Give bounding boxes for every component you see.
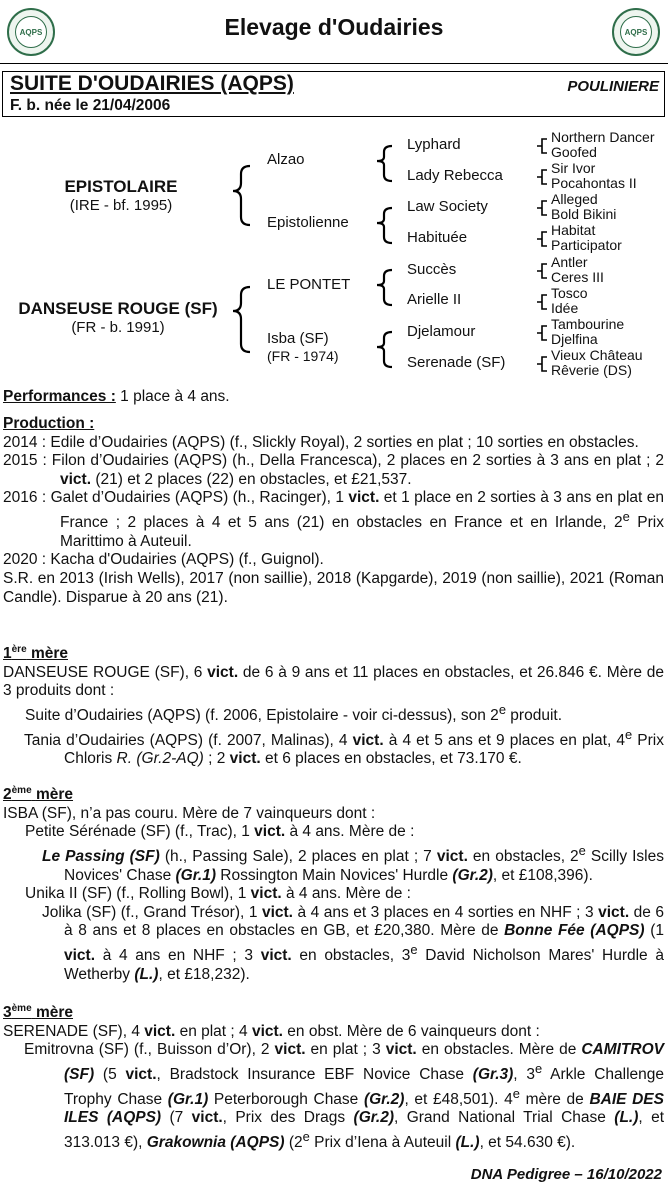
g2-ancestor: LE PONTET [267, 276, 351, 293]
g4-ancestor: Antler [551, 254, 588, 270]
second-dam-produce: Unika II (SF) (f., Rolling Bowl), 1 vict. à 4 ans. Mère de : [25, 885, 411, 903]
g4-ancestor: Rêverie (DS) [551, 362, 632, 378]
g4-ancestor: Djelfina [551, 331, 598, 347]
g4-ancestor: Habitat [551, 222, 596, 238]
second-dam-section [3, 782, 664, 984]
second-dam-line: ISBA (SF), n’a pas couru. Mère de 7 vainqueurs dont : [3, 804, 376, 822]
production-sr: S.R. en 2013 (Irish Wells), 2017 (non saillie), 2018 (Kapgarde), 2019 (non saillie), 2021 (Roman Candle). Disparue à 20 ans (21). [3, 569, 664, 606]
g4-ancestor: Sir Ivor [551, 160, 596, 176]
performances-label: Performances : [3, 388, 116, 405]
sire-name: EPISTOLAIRE [64, 177, 178, 196]
production-label: Production : [3, 415, 95, 432]
mare-birth: F. b. née le 21/04/2006 [10, 97, 171, 114]
g4-ancestor: Ceres III [551, 269, 604, 285]
g3-ancestor: Djelamour [407, 323, 476, 340]
sire-detail: (IRE - bf. 1995) [69, 197, 173, 214]
third-dam-produce: Emitrovna (SF) (f., Buisson d’Or), 2 vict. en plat ; 3 vict. en obstacles. Mère de CAMITROV (SF) (5 vict., Bradstock Insurance EBF Novice Chase (Gr.3), 3e Arkle Challenge Trophy Chase (Gr.1) Peterborough Chase (Gr.2), et £48,501). 4e mère de BAIE DES ILES (AQPS) (7 vict., Prix des Drags (Gr.2), Grand National Trial Chase (L.), et 313.013 €), Grakownia (AQPS) (2e Prix d’Iena à Auteuil (L.), et 54.630 €). [24, 1041, 665, 1152]
third-dam-line: SERENADE (SF), 4 vict. en plat ; 4 vict. en obst. Mère de 6 vainqueurs dont : [3, 1022, 540, 1040]
g3-ancestor: Habituée [407, 229, 468, 246]
first-dam-produce: Suite d’Oudairies (AQPS) (f. 2006, Epistolaire - voir ci-dessus), son 2e produit. [25, 701, 563, 725]
production-2016: 2016 : Galet d’Oudairies (AQPS) (h., Racinger), 1 vict. et 1 place en 2 sorties à 3 ans en plat en France ; 2 places à 4 et 5 ans (21) en obstacles en France et en Irlande, 2e Prix Marittimo à Auteuil. [3, 489, 665, 550]
mare-role: POULINIERE [567, 78, 659, 95]
sire-block [28, 177, 214, 214]
g2-ancestor: Isba (SF) [267, 330, 329, 347]
third-dam-section [3, 1000, 664, 1153]
g4-ancestor: Northern Dancer [551, 129, 655, 145]
dam-detail: (FR - b. 1991) [71, 319, 165, 336]
first-dam-heading: 1ère mère [3, 644, 69, 663]
second-dam-produce: Petite Sérénade (SF) (f., Trac), 1 vict. à 4 ans. Mère de : [25, 823, 415, 841]
g4-ancestor: Participator [551, 237, 622, 253]
g2-ancestor: Alzao [267, 151, 305, 168]
g3-ancestor: Arielle II [407, 291, 462, 308]
g4-ancestor: Alleged [551, 191, 598, 207]
g3-ancestor: Succès [407, 261, 457, 278]
g2-ancestor: Epistolienne [267, 214, 349, 231]
performances-text: 1 place à 4 ans. [120, 388, 230, 405]
g4-ancestor: Goofed [551, 144, 597, 160]
first-dam-produce: Tania d’Oudairies (AQPS) (f. 2007, Malinas), 4 vict. à 4 et 5 ans et 9 places en plat, 4e Prix Chloris R. (Gr.2-AQ) ; 2 vict. et 6 places en obstacles, et 73.170 €. [24, 726, 664, 768]
first-dam-line: DANSEUSE ROUGE (SF), 6 vict. de 6 à 9 ans et 11 places en obstacles, et 26.846 €. Mère de 3 produits dont : [3, 663, 664, 700]
production-section [3, 415, 664, 607]
dam-name: DANSEUSE ROUGE (SF) [18, 299, 218, 318]
first-dam-section [3, 641, 664, 769]
g4-ancestor: Vieux Château [551, 347, 643, 363]
g4-ancestor: Pocahontas II [551, 175, 637, 191]
g3-ancestor: Law Society [407, 198, 488, 215]
logo-left-text: AQPS [15, 16, 47, 48]
mare-name: SUITE D'OUDAIRIES (AQPS) [10, 72, 294, 95]
second-dam-heading: 2ème mère [3, 785, 74, 804]
logo-right-text: AQPS [620, 16, 652, 48]
g4-ancestor: Tosco [551, 285, 588, 301]
second-dam-grandproduce: Le Passing (SF) (h., Passing Sale), 2 places en plat ; 7 vict. en obstacles, 2e Scilly Isles Novices' Chase (Gr.1) Rossington Main Novices' Hurdle (Gr.2), et £108,396). [42, 842, 664, 884]
production-2015: 2015 : Filon d’Oudairies (AQPS) (h., Della Francesca), 2 places en 2 sorties à 3 ans en plat ; 2 vict. (21) et 2 places (22) en obstacles, et £21,537. [3, 452, 664, 488]
g2-ancestor-detail: (FR - 1974) [267, 348, 339, 364]
page-title: Elevage d'Oudairies [224, 14, 444, 40]
second-dam-grandproduce: Jolika (SF) (f., Grand Trésor), 1 vict. à 4 ans et 3 places en 4 sorties en NHF ; 3 vict. de 6 à 8 ans et 8 places en obstacles en GB, et £20,380. Mère de Bonne Fée (AQPS) (1 vict. à 4 ans en NHF ; 3 vict. en obstacles, 3e David Nicholson Mares' Hurdle à Wetherby (L.), et £18,232). [42, 903, 664, 983]
g3-ancestor: Lady Rebecca [407, 167, 503, 184]
performances [3, 388, 664, 407]
g4-ancestor: Tambourine [551, 316, 625, 332]
g4-ancestor: Idée [551, 300, 579, 316]
footer-source: DNA Pedigree – 16/10/2022 [470, 1166, 662, 1183]
production-2014: 2014 : Edile d’Oudairies (AQPS) (f., Slickly Royal), 2 sorties en plat ; 10 sorties en obstacles. [3, 433, 639, 451]
production-2020: 2020 : Kacha d'Oudairies (AQPS) (f., Guignol). [3, 551, 324, 569]
g3-ancestor: Serenade (SF) [407, 354, 506, 371]
g3-ancestor: Lyphard [407, 136, 461, 153]
g4-ancestor: Bold Bikini [551, 206, 617, 222]
third-dam-heading: 3ème mère [3, 1003, 74, 1022]
dam-block [4, 299, 232, 336]
